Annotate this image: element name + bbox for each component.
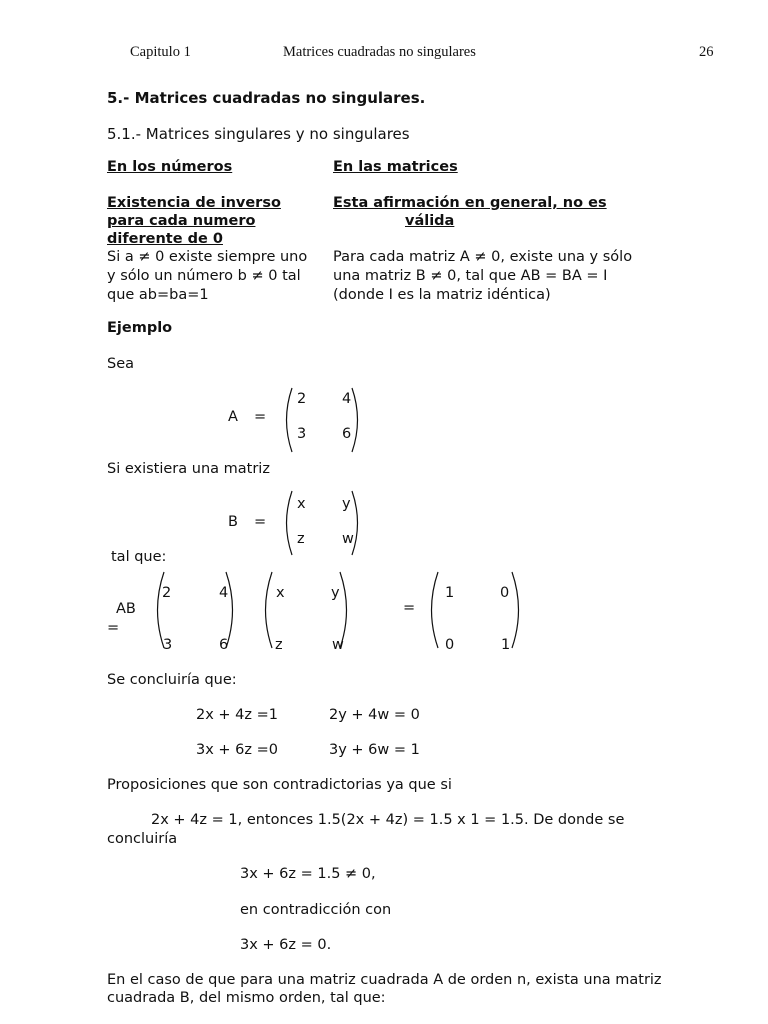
matrix-cell: w: [342, 531, 354, 547]
derivation-line: 2x + 4z = 1, entonces 1.5(2x + 4z) = 1.5 x 1 = 1.5. De donde se: [151, 812, 625, 828]
right-column-header: En las matrices: [333, 159, 458, 175]
result-equation: 3x + 6z = 0.: [240, 937, 332, 953]
running-title: Matrices cuadradas no singulares: [283, 44, 476, 60]
left-body-line: y sólo un número b ≠ 0 tal: [107, 268, 301, 284]
right-body-line: Para cada matriz A ≠ 0, existe una y sólo: [333, 249, 633, 265]
matrix-cell: 6: [219, 637, 229, 653]
left-bracket: [280, 386, 294, 454]
matrix-cell: x: [276, 585, 285, 601]
left-title-line: Existencia de inverso: [107, 195, 281, 211]
equation: 3y + 6w = 1: [329, 742, 420, 758]
left-bracket: [424, 570, 440, 650]
matrix-cell: 3: [163, 637, 173, 653]
left-title-line: diferente de 0: [107, 231, 223, 247]
concluiria-text: Se concluiría que:: [107, 672, 237, 688]
right-body-line: una matriz B ≠ 0, tal que AB = BA = I: [333, 268, 608, 284]
result-equation: 3x + 6z = 1.5 ≠ 0,: [240, 866, 376, 882]
matrix-cell: y: [331, 585, 340, 601]
equation: 3x + 6z =0: [196, 742, 278, 758]
tal-que-text: tal que:: [111, 549, 167, 565]
matrix-a-label: A: [228, 409, 238, 425]
closing-line: cuadrada B, del mismo orden, tal que:: [107, 990, 386, 1006]
equals-sign: =: [403, 600, 416, 616]
equation: 2y + 4w = 0: [329, 707, 420, 723]
equals-sign: =: [107, 620, 120, 636]
right-bracket: [350, 386, 364, 454]
matrix-cell: 4: [219, 585, 229, 601]
matrix-cell: z: [275, 637, 283, 653]
matrix-cell: w: [332, 637, 344, 653]
matrix-cell: y: [342, 496, 351, 512]
matrix-cell: 2: [162, 585, 172, 601]
matrix-b-label: B: [228, 514, 238, 530]
proposiciones-text: Proposiciones que son contradictorias ya que si: [107, 777, 452, 793]
contradiccion-text: en contradicción con: [240, 902, 392, 918]
equation: 2x + 4z =1: [196, 707, 278, 723]
derivation-line: concluiría: [107, 831, 178, 847]
matrix-cell: 4: [342, 391, 352, 407]
right-title-line: Esta afirmación en general, no es: [333, 195, 607, 211]
matrix-cell: 6: [342, 426, 352, 442]
right-body-line: (donde I es la matriz idéntica): [333, 287, 551, 303]
matrix-cell: 1: [445, 585, 455, 601]
left-body-line: Si a ≠ 0 existe siempre uno: [107, 249, 308, 265]
example-title: Ejemplo: [107, 320, 173, 336]
left-column-header: En los números: [107, 159, 233, 175]
matrix-cell: 2: [297, 391, 307, 407]
matrix-cell: z: [297, 531, 305, 547]
matrix-cell: 1: [501, 637, 511, 653]
left-bracket: [258, 570, 274, 650]
sub-heading: 5.1.- Matrices singulares y no singulares: [107, 125, 410, 143]
matrix-cell: 0: [500, 585, 510, 601]
page-number: 26: [699, 44, 714, 60]
matrix-cell: 0: [445, 637, 455, 653]
main-heading: 5.- Matrices cuadradas no singulares.: [107, 89, 426, 107]
matrix-cell: 3: [297, 426, 307, 442]
right-title-line: válida: [405, 213, 455, 229]
left-title-line: para cada numero: [107, 213, 256, 229]
left-body-line: que ab=ba=1: [107, 287, 209, 303]
matrix-cell: x: [297, 496, 306, 512]
left-bracket: [280, 489, 294, 557]
si-existiera-text: Si existiera una matriz: [107, 461, 270, 477]
chapter-label: Capitulo 1: [130, 44, 191, 60]
right-bracket: [510, 570, 526, 650]
ab-label: AB: [116, 601, 136, 617]
equals-sign: =: [254, 409, 267, 425]
closing-line: En el caso de que para una matriz cuadrada A de orden n, exista una matriz: [107, 972, 662, 988]
sea-text: Sea: [107, 356, 135, 372]
equals-sign: =: [254, 514, 267, 530]
